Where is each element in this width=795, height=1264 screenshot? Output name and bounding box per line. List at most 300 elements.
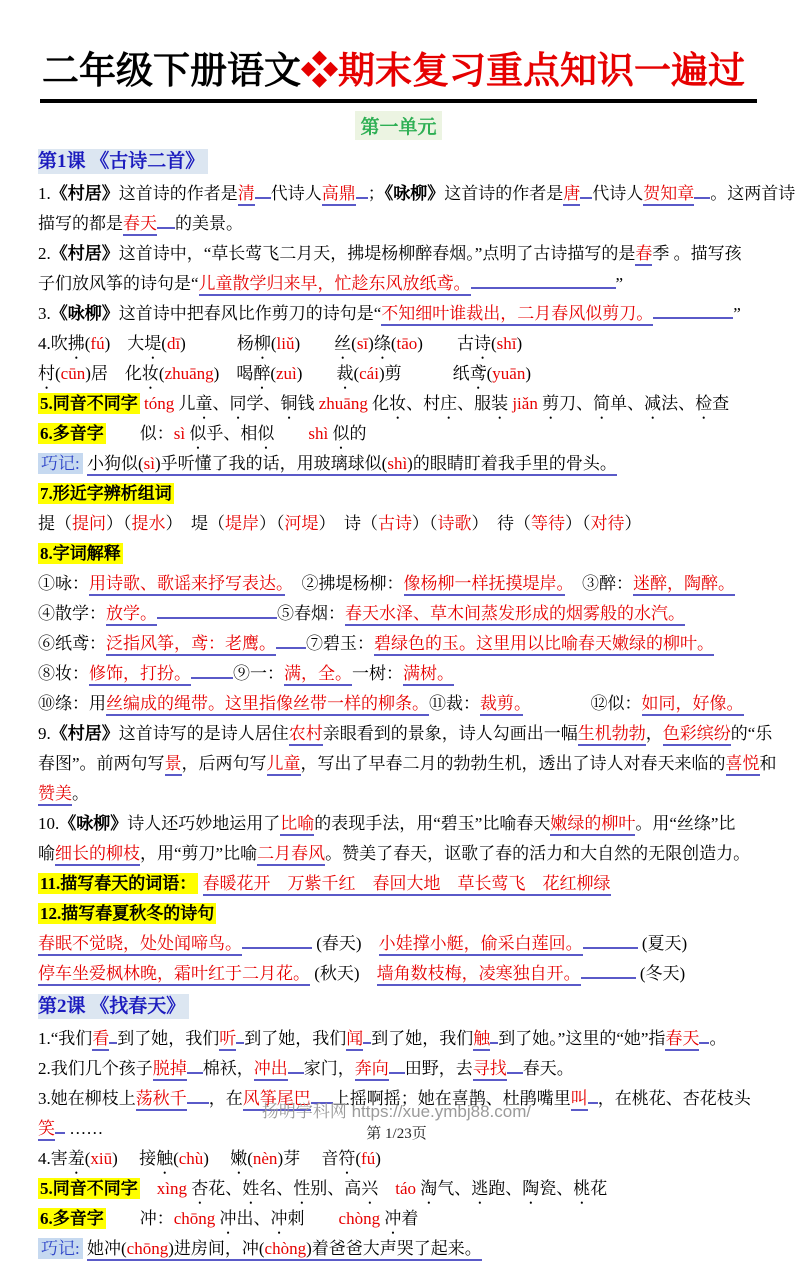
text-segment: ③醉： bbox=[565, 574, 633, 593]
text-segment: 叫 bbox=[571, 1089, 588, 1111]
text-segment: 她冲( bbox=[87, 1239, 127, 1261]
text-segment: jiǎn bbox=[512, 394, 543, 413]
text-segment: 色彩缤纷 bbox=[663, 724, 731, 746]
text-segment: 寻找 bbox=[473, 1059, 507, 1081]
text-segment bbox=[140, 1179, 157, 1198]
text-segment: 上摇啊摇；她在喜鹊、杜鹃嘴里 bbox=[332, 1089, 571, 1108]
text-segment: 春天。 bbox=[522, 1059, 574, 1078]
text-segment: 、 bbox=[212, 394, 230, 413]
text-segment: (冬天) bbox=[635, 964, 686, 983]
text-segment: 小娃撑小艇，偷采白莲回。 bbox=[379, 934, 583, 956]
text-segment: ( bbox=[84, 1149, 91, 1168]
text-segment: )进房间，冲( bbox=[168, 1239, 264, 1261]
text-segment: 《村居》 bbox=[50, 724, 119, 743]
text-segment: 别、高 bbox=[310, 1179, 362, 1198]
text-segment: 诗人还巧妙地运用了 bbox=[127, 814, 281, 833]
text-segment: )乎听懂了我的话，用玻璃球似( bbox=[155, 454, 387, 476]
text-segment: ” bbox=[615, 274, 624, 293]
text-segment: ) 喝 bbox=[213, 364, 254, 383]
text-segment: ⑪裁： bbox=[429, 694, 480, 713]
text-segment: xiū bbox=[90, 1149, 113, 1168]
blank-underline bbox=[187, 1058, 203, 1074]
text-segment: 触 bbox=[156, 1149, 174, 1168]
text-segment: 提（ bbox=[38, 514, 72, 533]
text-segment: 喜悦 bbox=[726, 754, 760, 776]
text-segment: 不知细叶谁裁出，二月春风似剪刀。 bbox=[381, 304, 653, 326]
blank-underline bbox=[694, 183, 710, 199]
text-segment: 9. bbox=[38, 724, 51, 743]
text-segment: 出、 bbox=[236, 1209, 271, 1228]
text-line bbox=[38, 539, 759, 569]
text-line bbox=[38, 869, 759, 899]
text-segment: yuān bbox=[492, 364, 526, 383]
text-segment: 乎、相 bbox=[206, 424, 258, 443]
text-segment: 代诗人 bbox=[592, 184, 644, 203]
text-segment: ) bbox=[375, 1149, 381, 1168]
text-line bbox=[38, 599, 759, 629]
text-line bbox=[38, 239, 759, 269]
text-line bbox=[38, 1204, 759, 1234]
text-segment: 对待 bbox=[590, 514, 625, 533]
text-segment: 拂 bbox=[67, 334, 85, 353]
text-segment: ⑩绦：用 bbox=[38, 694, 106, 713]
text-segment: 巧记: bbox=[38, 453, 83, 474]
title-diamond-icon: ❖ bbox=[301, 51, 338, 92]
text-segment: ）（ bbox=[259, 514, 285, 533]
text-segment: 春 bbox=[635, 244, 652, 266]
text-segment: 着 bbox=[401, 1209, 419, 1228]
text-segment: 贺知章 bbox=[643, 184, 694, 206]
text-segment: 1.“我们 bbox=[38, 1029, 93, 1048]
text-segment: táo bbox=[395, 1179, 421, 1198]
text-segment: zuì bbox=[276, 364, 297, 383]
text-segment: 停车坐爱枫林晚，霜叶红于二月花。 bbox=[38, 964, 310, 986]
text-segment: 春天水泽、草木间蒸发形成的烟雾般的水汽。 bbox=[345, 604, 685, 626]
text-segment: 似 bbox=[189, 424, 207, 443]
title-divider bbox=[40, 99, 757, 103]
text-segment: 风筝尾巴 bbox=[243, 1089, 311, 1111]
text-segment: 荡秋千 bbox=[136, 1089, 187, 1111]
text-segment: …… bbox=[65, 1119, 104, 1138]
text-segment: )的眼睛盯着我手里的骨头。 bbox=[407, 454, 617, 476]
text-segment: 羞 bbox=[67, 1149, 85, 1168]
text-segment: 减 bbox=[644, 394, 662, 413]
text-segment: 7.形近字辨析组词 bbox=[40, 484, 172, 503]
text-segment: 闻 bbox=[346, 1029, 363, 1051]
text-segment: 这首诗写的是诗人居住 bbox=[118, 724, 289, 743]
text-line bbox=[38, 569, 759, 599]
text-segment: 杏 bbox=[191, 1179, 209, 1198]
text-segment: 细长的柳枝 bbox=[55, 844, 140, 866]
text-segment: 性 bbox=[293, 1179, 311, 1198]
text-segment: 。用“丝绦”比 bbox=[635, 814, 736, 833]
text-segment: 唐 bbox=[563, 184, 580, 206]
text-segment: ） bbox=[624, 514, 642, 533]
text-segment: 裁 bbox=[336, 364, 354, 383]
text-segment: ⑧妆： bbox=[38, 664, 89, 683]
text-segment: 清 bbox=[238, 184, 255, 206]
blank-underline bbox=[255, 183, 271, 199]
text-segment: 第1课 《古诗二首》 bbox=[38, 149, 208, 174]
text-segment: 丝 bbox=[334, 334, 352, 353]
text-segment: 到了她，我们 bbox=[244, 1029, 347, 1048]
text-segment: ( bbox=[158, 364, 165, 383]
text-segment: fú bbox=[361, 1149, 376, 1168]
text-segment: 描写的都是 bbox=[38, 214, 123, 233]
text-line bbox=[38, 209, 759, 239]
text-segment: 名、 bbox=[259, 1179, 294, 1198]
text-segment: ，在 bbox=[208, 1089, 243, 1108]
text-segment: 跑、 bbox=[488, 1179, 523, 1198]
text-segment: shì bbox=[308, 424, 329, 443]
text-segment: sì bbox=[173, 424, 186, 443]
text-segment: )剪 bbox=[378, 364, 402, 383]
text-segment: 淘 bbox=[420, 1179, 438, 1198]
text-segment: 简 bbox=[593, 394, 611, 413]
text-line bbox=[38, 419, 759, 449]
lesson-heading bbox=[38, 146, 759, 178]
text-segment: liǔ bbox=[276, 334, 295, 353]
text-segment: 到了她。”这里的“她”指 bbox=[498, 1029, 666, 1048]
page-footer bbox=[0, 1097, 793, 1143]
text-segment: 泛指风筝，鸢：老鹰。 bbox=[106, 634, 276, 656]
doc-title bbox=[38, 30, 759, 96]
page-number: 第 1/23页 bbox=[366, 1126, 427, 1142]
text-segment: ( bbox=[161, 334, 167, 353]
blank-underline bbox=[242, 933, 312, 949]
text-segment: 棉袄， bbox=[202, 1059, 254, 1078]
text-segment: ” bbox=[733, 304, 741, 323]
text-segment: ） 诗（ bbox=[318, 514, 378, 533]
text-segment: ）（ bbox=[412, 514, 438, 533]
text-line bbox=[38, 1024, 759, 1054]
text-segment: 气、 bbox=[437, 1179, 472, 1198]
text-segment: 刀、 bbox=[559, 394, 594, 413]
text-segment: 钱 bbox=[297, 394, 319, 413]
text-segment: ）（ bbox=[565, 514, 591, 533]
blank-underline bbox=[507, 1058, 523, 1074]
text-segment: (秋天) bbox=[310, 964, 377, 983]
text-segment: ，写出了早春二月的勃勃生机，透出了诗人对春天来临的 bbox=[300, 754, 726, 773]
text-segment: 儿童散学归来早，忙趁东风放纸鸢。 bbox=[199, 274, 471, 296]
text-line bbox=[38, 719, 773, 749]
text-segment: 。赞美了春天，讴歌了春的活力和大自然的无限创造力。 bbox=[325, 844, 751, 863]
text-segment: 春图”。前两句写 bbox=[38, 754, 165, 773]
text-segment: ) 大 bbox=[104, 334, 145, 353]
blank-underline bbox=[580, 183, 592, 199]
text-segment: chōng bbox=[127, 1239, 169, 1261]
text-segment: 童 bbox=[195, 394, 213, 413]
text-segment: ） 待（ bbox=[471, 514, 531, 533]
text-segment: 似 bbox=[257, 424, 275, 443]
text-segment: ( bbox=[270, 364, 276, 383]
text-segment: ， bbox=[645, 724, 663, 743]
text-segment: ②拂堤杨柳： bbox=[284, 574, 404, 593]
unit-header-row bbox=[38, 111, 759, 140]
text-segment: 。 bbox=[709, 1029, 727, 1048]
text-segment: 冲： bbox=[105, 1209, 174, 1228]
text-segment: 的“乐 bbox=[730, 724, 773, 743]
text-line bbox=[38, 389, 759, 419]
text-segment: 古诗 bbox=[378, 514, 412, 533]
text-segment: 墙角数枝梅，凌寒独自开。 bbox=[377, 964, 581, 986]
text-segment: (春天) bbox=[312, 934, 379, 953]
text-segment: 景 bbox=[165, 754, 182, 776]
text-line bbox=[38, 1054, 759, 1084]
text-segment: 小狗似( bbox=[87, 454, 144, 476]
text-segment: ，用“剪刀”比喻 bbox=[140, 844, 258, 863]
text-segment: zhuāng bbox=[164, 364, 214, 383]
text-segment: 6.多音字 bbox=[40, 424, 104, 443]
text-segment: 一树： bbox=[352, 664, 403, 683]
blank-underline bbox=[581, 963, 636, 979]
text-segment: ( bbox=[486, 364, 493, 383]
text-segment: ④散学： bbox=[38, 604, 106, 623]
text-line bbox=[38, 689, 759, 719]
text-segment: 似： bbox=[105, 424, 174, 443]
text-segment: 陶 bbox=[522, 1179, 540, 1198]
text-segment: 田野，去 bbox=[404, 1059, 473, 1078]
text-segment: 到了她，我们 bbox=[371, 1029, 474, 1048]
text-segment: 这首诗的作者是 bbox=[118, 184, 238, 203]
text-segment: 柳 bbox=[253, 334, 271, 353]
text-segment: 鸢 bbox=[469, 364, 487, 383]
doc-title-red: 期末复习重点知识一遍过 bbox=[338, 51, 745, 92]
text-segment: 喻 bbox=[38, 844, 55, 863]
text-segment: 花、 bbox=[208, 1179, 243, 1198]
text-segment: chòng bbox=[265, 1239, 307, 1261]
text-segment: 2.我们几个孩子 bbox=[38, 1059, 153, 1078]
text-segment: (夏天) bbox=[637, 934, 688, 953]
text-segment: 代诗人 bbox=[270, 184, 322, 203]
text-segment: fú bbox=[90, 334, 105, 353]
text-segment: 等待 bbox=[531, 514, 565, 533]
text-segment: 3.她在柳枝上 bbox=[38, 1089, 136, 1108]
text-segment: 单、 bbox=[610, 394, 645, 413]
text-segment: 春天 bbox=[123, 214, 157, 236]
text-segment: chōng bbox=[173, 1209, 220, 1228]
text-segment: tāo bbox=[396, 334, 418, 353]
text-segment: 冲 bbox=[384, 1209, 402, 1228]
unit-header: 第一单元 bbox=[355, 111, 441, 140]
text-segment: ⑥纸鸢： bbox=[38, 634, 106, 653]
text-segment: 检 bbox=[695, 394, 713, 413]
text-segment: 村 bbox=[38, 364, 55, 383]
text-segment: 1. bbox=[38, 184, 51, 203]
text-segment: 符 bbox=[338, 1149, 356, 1168]
text-segment: ( bbox=[390, 334, 397, 353]
text-segment: ) bbox=[525, 364, 532, 383]
text-segment: 亲眼看到的景象，诗人勾画出一幅 bbox=[322, 724, 578, 743]
text-segment: 生机勃勃 bbox=[578, 724, 646, 746]
text-segment: 儿童 bbox=[267, 754, 301, 776]
text-segment: 嫩绿的柳叶 bbox=[550, 814, 635, 836]
text-segment: )芽 音 bbox=[277, 1149, 339, 1168]
text-segment: 10. bbox=[38, 814, 60, 833]
text-segment: 嫩 bbox=[230, 1149, 248, 1168]
text-segment: 同 bbox=[229, 394, 247, 413]
text-segment: 似 bbox=[332, 424, 350, 443]
text-line bbox=[38, 629, 759, 659]
text-segment: 查 bbox=[712, 394, 730, 413]
text-line bbox=[38, 749, 777, 779]
text-segment: ) 接 bbox=[112, 1149, 157, 1168]
text-segment: ，后两句写 bbox=[181, 754, 267, 773]
text-segment: 满，全。 bbox=[284, 664, 352, 686]
text-segment: 像杨柳一样抚摸堤岸。 bbox=[404, 574, 566, 596]
text-segment: 儿 bbox=[178, 394, 196, 413]
text-segment: ； bbox=[367, 184, 385, 203]
blank-underline bbox=[356, 183, 368, 199]
text-segment: 花 bbox=[590, 1179, 608, 1198]
blank-underline bbox=[653, 303, 733, 319]
text-line bbox=[38, 959, 759, 989]
text-segment: )居 化 bbox=[85, 364, 142, 383]
blank-underline bbox=[699, 1028, 709, 1044]
text-segment: 《咏柳》 bbox=[384, 184, 445, 203]
text-segment: ⑤春烟： bbox=[277, 604, 345, 623]
text-segment: 5.同音不同字 bbox=[40, 1179, 138, 1198]
text-line bbox=[38, 1144, 759, 1174]
text-segment: 满树。 bbox=[403, 664, 454, 686]
text-segment bbox=[198, 874, 202, 893]
text-segment: ) bbox=[294, 334, 335, 353]
text-segment: 春眠不觉晓，处处闻啼鸟。 bbox=[38, 934, 242, 956]
text-segment: 如同，好像。 bbox=[642, 694, 744, 716]
text-line bbox=[38, 839, 759, 869]
text-segment: 的 bbox=[349, 424, 367, 443]
text-segment: 季 。描写孩 bbox=[652, 244, 742, 263]
text-line bbox=[38, 329, 759, 359]
text-segment: 第2课 《找春天》 bbox=[38, 994, 189, 1019]
text-segment: 兴 bbox=[361, 1179, 379, 1198]
text-line bbox=[38, 1234, 759, 1264]
text-segment: ） 堤（ bbox=[165, 514, 225, 533]
text-segment: 到了她，我们 bbox=[117, 1029, 220, 1048]
text-segment: ( bbox=[173, 1149, 179, 1168]
text-segment: tóng bbox=[139, 394, 179, 413]
text-segment: 纸 bbox=[401, 364, 470, 383]
text-segment: 二月春风 bbox=[257, 844, 325, 866]
text-line bbox=[38, 659, 759, 689]
lesson-heading bbox=[38, 991, 759, 1023]
text-segment: 妆 bbox=[389, 394, 407, 413]
text-segment: 逃 bbox=[471, 1179, 489, 1198]
blank-underline bbox=[471, 273, 616, 289]
text-segment: 农村 bbox=[289, 724, 323, 746]
text-segment: ) 杨 bbox=[180, 334, 254, 353]
text-segment: 的表现手法，用“碧玉”比喻春天 bbox=[314, 814, 551, 833]
text-segment: sī bbox=[356, 334, 369, 353]
text-segment: 瓷、 bbox=[539, 1179, 574, 1198]
text-segment: 触 bbox=[473, 1029, 490, 1051]
text-segment: 和 bbox=[759, 754, 777, 773]
text-segment: ⑨一： bbox=[233, 664, 284, 683]
text-segment: 《咏柳》 bbox=[50, 304, 119, 323]
text-segment: 诗 bbox=[473, 334, 491, 353]
text-segment: 醉 bbox=[253, 364, 271, 383]
text-segment: 绦 bbox=[373, 334, 391, 353]
text-segment: xìng bbox=[156, 1179, 192, 1198]
blank-underline bbox=[276, 633, 306, 649]
text-segment: 修饰，打扮。 bbox=[89, 664, 191, 686]
text-segment: 提水 bbox=[131, 514, 166, 533]
blank-underline bbox=[389, 1058, 405, 1074]
blank-underline bbox=[288, 1058, 304, 1074]
text-segment: shī bbox=[496, 334, 517, 353]
text-segment: 2. bbox=[38, 244, 51, 263]
text-segment: ) bbox=[296, 364, 337, 383]
text-segment: ) 古 bbox=[417, 334, 474, 353]
text-segment: shì bbox=[387, 454, 407, 476]
text-segment: 子们放风筝的诗句是“ bbox=[38, 274, 199, 293]
text-segment: 看 bbox=[92, 1029, 109, 1051]
text-segment: 这首诗的作者是 bbox=[444, 184, 564, 203]
text-segment: 4.害 bbox=[38, 1149, 68, 1168]
text-segment: 、村 bbox=[406, 394, 441, 413]
text-segment: 高鼎 bbox=[322, 184, 356, 206]
text-line bbox=[38, 1174, 759, 1204]
text-segment: ( bbox=[490, 334, 497, 353]
text-segment: 《咏柳》 bbox=[59, 814, 128, 833]
text-segment: 12.描写春夏秋冬的诗句 bbox=[40, 904, 215, 923]
text-segment: 学、 bbox=[246, 394, 281, 413]
text-line bbox=[38, 269, 759, 299]
text-line bbox=[38, 179, 795, 209]
text-segment: ⑫似： bbox=[522, 694, 642, 713]
text-segment: 放学。 bbox=[106, 604, 157, 626]
text-segment: ) bbox=[203, 1149, 231, 1168]
text-line bbox=[38, 929, 759, 959]
text-segment: 《村居》 bbox=[50, 184, 119, 203]
text-segment: 。 bbox=[72, 784, 89, 803]
text-segment: 听 bbox=[219, 1029, 236, 1051]
blank-underline bbox=[191, 663, 233, 679]
text-segment: dī bbox=[166, 334, 181, 353]
text-segment: 碧绿色的玉。这里用以比喻春天嫩绿的柳叶。 bbox=[374, 634, 714, 656]
text-line bbox=[38, 479, 759, 509]
text-line bbox=[38, 509, 759, 539]
text-segment: ①咏： bbox=[38, 574, 89, 593]
text-segment: 比喻 bbox=[280, 814, 314, 836]
text-segment: ( bbox=[270, 334, 277, 353]
text-segment: 装 bbox=[491, 394, 509, 413]
text-segment: 、服 bbox=[457, 394, 492, 413]
text-line bbox=[38, 449, 759, 479]
text-segment: cūn bbox=[60, 364, 86, 383]
text-segment: 用诗歌、歌谣来抒写表达。 bbox=[89, 574, 285, 596]
blank-underline bbox=[583, 933, 638, 949]
text-segment: ( bbox=[247, 1149, 253, 1168]
watermark-text: 扬明学科网 https://xue.ymbj88.com/ bbox=[261, 1102, 532, 1121]
text-line bbox=[38, 299, 759, 329]
text-segment: 《村居》 bbox=[50, 244, 119, 263]
text-segment: 11.描写春天的词语： bbox=[40, 874, 197, 893]
text-segment: 迷醉，陶醉。 bbox=[633, 574, 735, 596]
text-segment: sì bbox=[144, 454, 155, 476]
text-segment: )着爸爸大声哭了起来。 bbox=[306, 1239, 482, 1261]
text-segment: chòng bbox=[338, 1209, 385, 1228]
text-segment: 8.字词解释 bbox=[40, 544, 121, 563]
text-line bbox=[38, 809, 759, 839]
text-segment: 巧记: bbox=[38, 1238, 83, 1259]
text-segment: 脱掉 bbox=[153, 1059, 187, 1081]
text-segment: zhuāng bbox=[318, 394, 373, 413]
text-segment: 奔向 bbox=[355, 1059, 389, 1081]
text-segment: 剪 bbox=[542, 394, 560, 413]
text-segment: 冲出 bbox=[254, 1059, 288, 1081]
text-segment: ，在桃花、杏花枝头 bbox=[597, 1089, 751, 1108]
